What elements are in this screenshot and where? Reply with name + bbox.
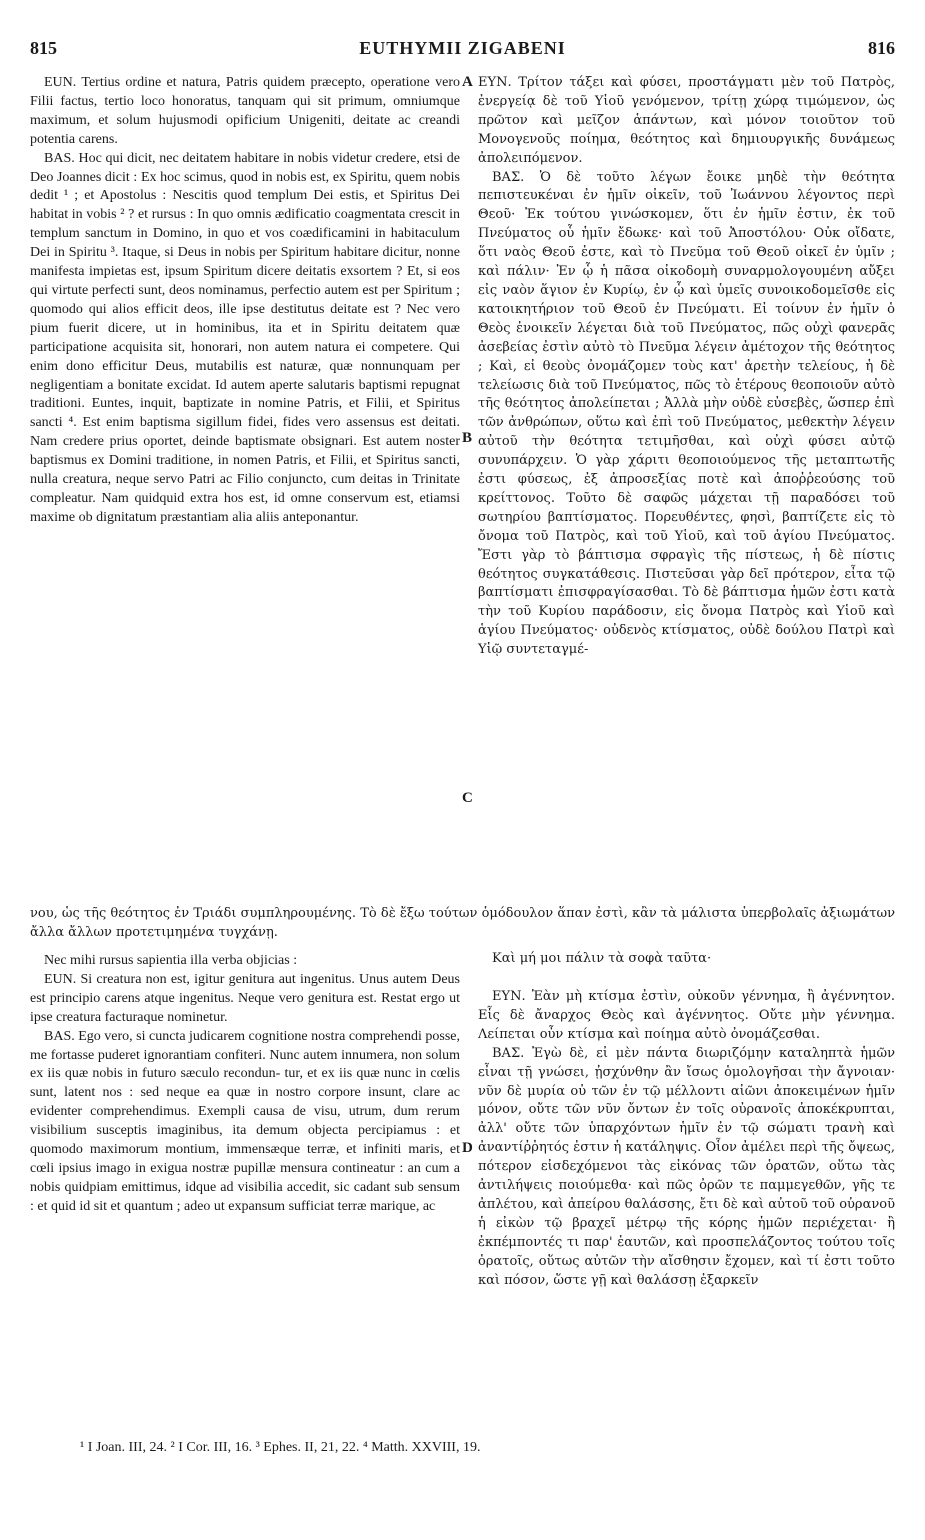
latin-paragraph: EUN. Tertius ordine et natura, Patris quidem præcepto, operatione vero Filii factus, tertio loco honoratus, tanquam qui sit primum, omniumque maximum, et solum hujusmodi opificium Unigeniti, deitate ac creandi potentia carens. xyxy=(30,75,460,147)
greek-column-top xyxy=(478,74,895,660)
greek-paragraph: ΕΥΝ. Ἐὰν μὴ κτίσμα ἐστὶν, οὐκοῦν γέννημα, ἢ ἀγέννητον. Εἷς δὲ ἄναρχος Θεὸς καὶ ἀγέννητος. Οὔτε μὴν γέννημα. Λείπεται οὖν κτίσμα καὶ ποίημα αὐτὸ ὀνομάζεσθαι. xyxy=(478,989,895,1042)
latin-paragraph: BAS. Hoc qui dicit, nec deitatem habitare in nobis videtur credere, etsi de Deo Joannes dicit : Ex hoc scimus, quod in nobis est, ex Spiritu, quem nobis dedit ¹ ; et Apostolus : Nescitis quod templum Dei estis, et Spiritus Dei habitat in vobis ² ? et rursus : In quo omnis ædificatio coagmentata crescit in templum sanctum in Domino, in quo et vos coædificamini in habitaculum Dei in Spiritu ³. Itaque, si Deus in nobis per Spiritum habitare dicitur, nonne manifesta impietas est, ipsum Spiritum dicere deitatis exsortem ? Et, si eos qui virtute perfecti sunt, deos nominamus, perfectio autem est per Spiritum ; quomodo qui alios efficit deos, ille ipse destitutus deitate est ? Nec vero pium fuerit dicere, ut in hominibus, ita et in Spiritu deitatem quæ participatione acquisita sit, honorari, non autem natura ei competere. Qui enim dono efficitur Deus, mutabilis est naturæ, quæ nonnunquam per negligentiam a bonitate excidat. Id autem aperte salutaris baptismi repugnat traditioni. Euntes, inquit, baptizate in nomine Patris, et Filii, et Spiritus sancti ⁴. Est enim baptisma sigillum fidei, fides vero assensus est deitati. Nam credere prius oportet, deinde baptismate obsignari. Est autem noster baptismus ex Domini traditione, in nomen Patris, et Filii, et Spiritus sancti, nulla creatura, neque servo Patri ac Filio conjuncto, cum deitas in Trinitate compleatur. Nam quidquid extra hos est, id omne conservum est, etiamsi maxime ob dignitatum præstantiam alia aliis anteponantur. xyxy=(30,150,460,525)
footnotes: ¹ I Joan. III, 24. ² I Cor. III, 16. ³ Ephes. II, 21, 22. ⁴ Matth. XXVIII, 19. xyxy=(80,1440,481,1455)
margin-marker-a: A xyxy=(462,74,473,90)
page-number-left: 815 xyxy=(30,38,57,58)
running-title: EUTHYMII ZIGABENI xyxy=(359,38,566,58)
margin-marker-b: B xyxy=(462,430,473,446)
latin-paragraph: BAS. Ego vero, si cuncta judicarem cognitione nostra comprehendi posse, me fortasse puderet ignorantiam confiteri. Nunc autem innumera, non solum ex iis quæ nobis in futuro sæculo recondun- tur, et ex iis quæ nunc in cœlis sunt, latent nos : sed neque ea quæ in nostro corpore insunt, clare ac evidenter comprehendimus. Exempli causa de visu, utrum, dum rerum visibilium susceptis imaginibus, ita demum objecta percipiamus : et quomodo maximorum montium, immensæque terræ, et infiniti maris, et cœli ipsius imago in exigua nostræ pupillæ mensura contineatur : an cum a nobis quidpiam emittimus, idque ad visibilia accedit, sic cadant sub sensum : et quid id sit et quantum ; adeo ut expansum sufficiat terræ marique, ac xyxy=(30,1028,461,1214)
greek-wide-line: νου, ὡς τῆς θεότητος ἐν Τριάδι συμπληρουμένης. Τὸ δὲ ἔξω τούτων ὁμόδουλον ἅπαν ἐστὶ, κἂν τὰ μάλιστα ὑπερβολαῖς ἀξιωμάτων ἄλλα ἄλλων προτετιμημένα τυγχάνῃ. xyxy=(30,906,895,940)
latin-column-top xyxy=(30,74,460,528)
margin-marker-d: D xyxy=(462,1140,473,1156)
greek-paragraph: ΒΑΣ. Ἐγὼ δὲ, εἰ μὲν πάντα διωριζόμην καταληπτὰ ἡμῶν εἶναι τῇ γνώσει, ᾐσχύνθην ἂν ἴσως ὁμολογῆσαι τὴν ἄγνοιαν· νῦν δὲ μυρία οὐ τῶν ἐν τῷ μέλλοντι αἰῶνι ἀποκειμένων ἡμῖν μόνον, οὔτε τῶν νῦν ὄντων ἐν τοῖς οὐρανοῖς ἀποκέκρυπται, ἀλλ' οὔτε τῶν ὑπαρχόντων ἡμῖν ἐν τῷ σώματι τρανὴ καὶ ἀναντίῤῥητός ἐστιν ἡ κατάληψις. Οἷον ἀμέλει περὶ τῆς ὄψεως, πότερον εἰσδεχόμενοι τὰς εἰκόνας τῶν ὁρατῶν, οὕτω τὰς ἀντιλήψεις ποιούμεθα· καὶ πῶς ὀρῶν τε παμμεγεθῶν, γῆς τε ἀπλέτου, καὶ ἀπείρου θαλάσσης, ἔτι δὲ καὶ αὐτοῦ τοῦ οὐρανοῦ ἡ εἰκὼν τῷ βραχεῖ μέτρῳ τῆς κόρης ἡμῶν περιέχεται· ἢ ἐκπέμποντές τι παρ' ἑαυτῶν, καὶ προσπελάζοντος τούτου τοῖς ὁρατοῖς, οὕτως αὐτῶν τὴν αἴσθησιν ἔχομεν, καὶ τί ἐστι τοῦτο καὶ πόσον, ὥστε γῇ καὶ θαλάσσῃ ἐξαρκεῖν xyxy=(478,1045,895,1288)
greek-column-bottom xyxy=(478,988,895,1291)
greek-paragraph: ΒΑΣ. Ὁ δὲ τοῦτο λέγων ἔοικε μηδὲ τὴν θεότητα πεπιστευκέναι ἐν ἡμῖν οἰκεῖν, τοῦ Ἰωάννου λέγοντος περὶ Θεοῦ· Ἐκ τούτου γινώσκομεν, ὅτι ἐν ἡμῖν ἐστιν, ἐκ τοῦ Πνεύματος οὗ ἡμῖν ἔδωκε· καὶ τοῦ Ἀποστόλου· Οὐκ οἴδατε, ὅτι ναὸς Θεοῦ ἐστε, καὶ τὸ Πνεῦμα τοῦ Θεοῦ οἰκεῖ ἐν ὑμῖν ; καὶ πάλιν· Ἐν ᾧ ἡ πᾶσα οἰκοδομὴ συναρμολογουμένη αὔξει εἰς ναὸν ἅγιον ἐν Κυρίῳ, ἐν ᾧ καὶ ὑμεῖς συνοικοδομεῖσθε εἰς κατοικητήριον τοῦ Θεοῦ ἐν Πνεύματι. Εἰ τοίνυν ἐν ἡμῖν ὁ Θεὸς ἐνοικεῖν λέγεται διὰ τοῦ Πνεύματος, πῶς οὐχὶ φανερᾶς ἀσεβείας ἐστὶν αὐτὸ τὸ Πνεῦμα λέγειν ἀμέτοχον τῆς θεότητος ; Καὶ, εἰ θεοὺς ὀνομάζομεν τοὺς κατ' ἀρετὴν τελείους, ἡ δὲ τελείωσις διὰ τοῦ Πνεύματος, πῶς τὸ ἑτέρους θεοποιοῦν αὐτὸ τῆς θεότητος ἀπολείπεται ; Ἀλλὰ μὴν οὐδὲ εὐσεβὲς, ὥσπερ ἐπὶ τῶν ἀνθρώπων, οὕτω καὶ ἐπὶ τοῦ Πνεύματος, μεθεκτὴν λέγειν αὐτοῦ τὴν θεότητα τετιμῆσθαι, καὶ οὐχὶ φύσει αὐτῷ συνυπάρχειν. Ὁ γὰρ χάριτι θεοποιούμενος τῆς μεταπτωτῆς ἐστι φύσεως, ἐξ ἀπροσεξίας ποτὲ καὶ ἀποῤῥεούσης τοῦ κρείττονος. Τοῦτο δὲ σαφῶς μάχεται τῇ παραδόσει τοῦ σωτηρίου βαπτίσματος. Πορευθέντες, φησὶ, βαπτίζετε εἰς τὸ ὄνομα τοῦ Πατρὸς, καὶ τοῦ Υἱοῦ, καὶ τοῦ ἁγίου Πνεύματος. Ἔστι γὰρ τὸ βάπτισμα σφραγὶς τῆς πίστεως, ἡ δὲ πίστις θεότητος συγκατάθεσις. Πιστεῦσαι γὰρ δεῖ πρότερον, εἶτα τῷ βαπτίσματι ἐπισφραγίσασθαι. Τὸ δὲ βάπτισμα ἡμῶν ἐστι κατὰ τὴν τοῦ Κυρίου παράδοσιν, εἰς ὄνομα Πατρὸς καὶ Υἱοῦ καὶ ἁγίου Πνεύματος· οὐδενὸς κτίσματος, οὐδὲ δούλου Πατρὶ καὶ Υἱῷ συντεταγμέ- xyxy=(478,169,895,658)
latin-paragraph: EUN. Si creatura non est, igitur genitura aut ingenitus. Unus autem Deus est principio carens atque ingenitus. Neque vero genitura est. Restat ergo ut ipse creatura facturaque nominetur. xyxy=(30,971,460,1025)
latin-column-bottom xyxy=(30,952,460,1217)
greek-paragraph: ΕΥΝ. Τρίτον τάξει καὶ φύσει, προστάγματι μὲν τοῦ Πατρὸς, ἐνεργείᾳ δὲ τοῦ Υἱοῦ γενόμενον, τρίτῃ χώρᾳ τιμώμενον, ὡς πρῶτον καὶ μεῖζον ἁπάντων, καὶ μόνον τοιοῦτον τοῦ Μονογενοῦς ποίημα, θεότητος καὶ δημιουργικῆς δυνάμεως ἀπολειπόμενον. xyxy=(478,75,895,166)
greek-quote-line xyxy=(478,950,895,969)
page-header xyxy=(30,38,895,68)
page-number-right: 816 xyxy=(868,38,895,58)
greek-paragraph: Καὶ μή μοι πάλιν τὰ σοφὰ ταῦτα· xyxy=(492,951,712,966)
latin-paragraph: Nec mihi rursus sapientia illa verba objicias : xyxy=(44,953,298,968)
margin-marker-c: C xyxy=(462,790,473,806)
